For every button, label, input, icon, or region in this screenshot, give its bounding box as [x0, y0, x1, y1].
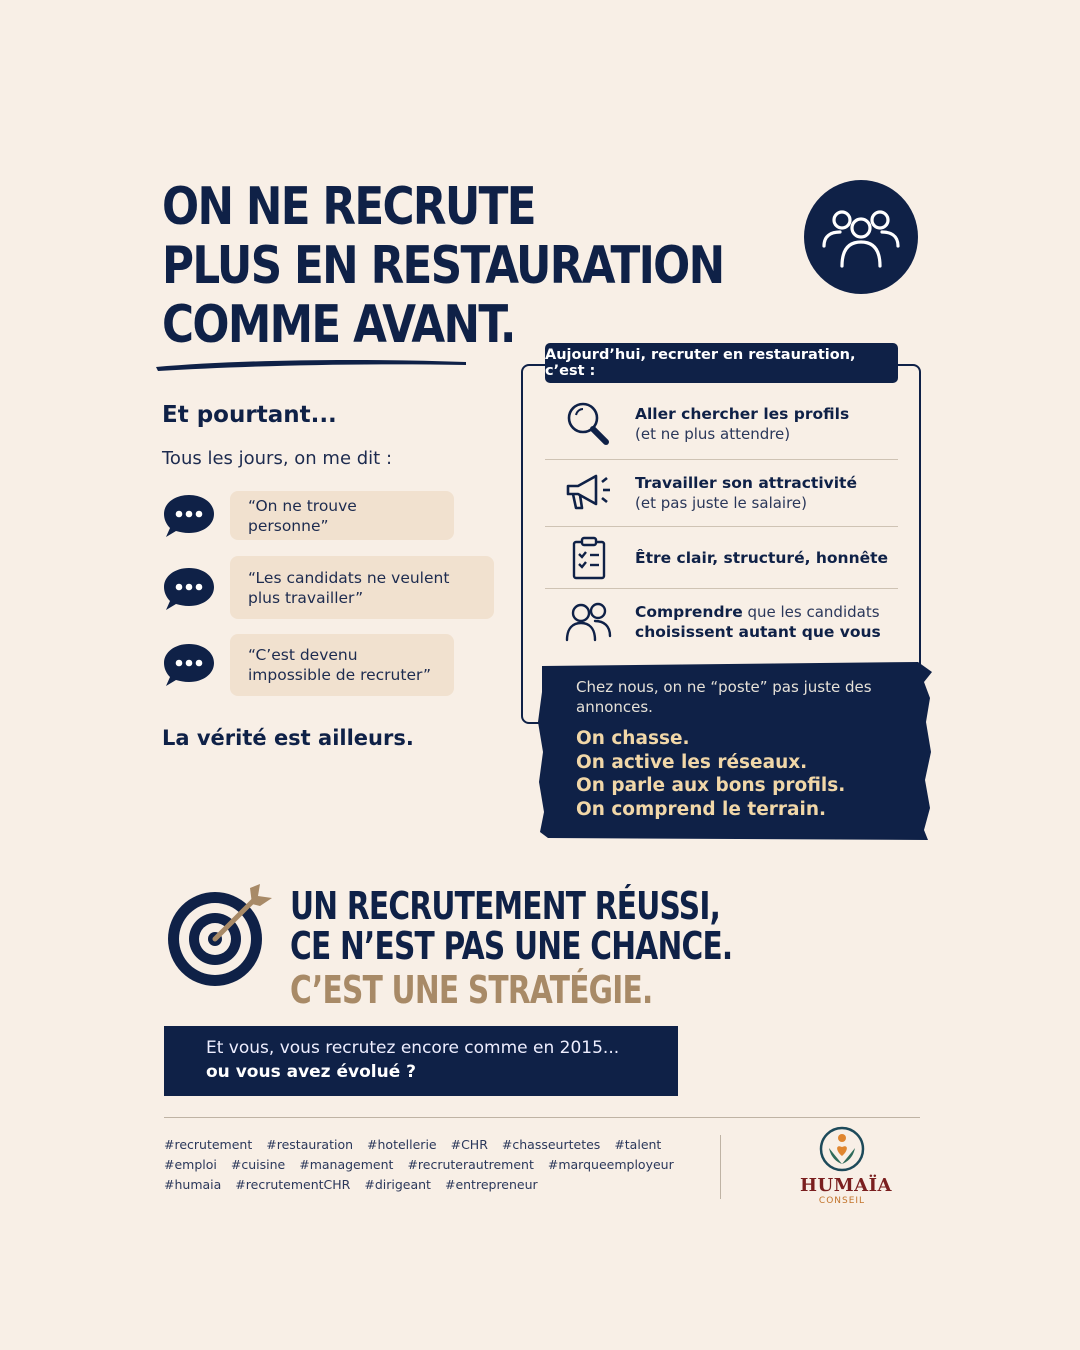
row-title: Aller chercher les profils — [635, 405, 850, 423]
title-line-1: ON NE RECRUTE — [162, 177, 535, 237]
speech-bubble-icon — [162, 566, 216, 612]
title-line-3: COMME AVANT. — [162, 295, 515, 355]
hashtag: #dirigeant — [364, 1177, 431, 1192]
row-title-bold: Comprendre — [635, 603, 743, 621]
panel-row — [635, 548, 888, 568]
divider — [164, 1117, 920, 1118]
logo-name: HUMAÏA — [800, 1175, 892, 1196]
verite-statement: La vérité est ailleurs. — [162, 726, 414, 750]
cta-box — [164, 1026, 678, 1096]
megaphone-icon — [564, 470, 614, 514]
group-icon — [804, 180, 918, 294]
row-title-rest: que les candidats — [742, 603, 880, 621]
hashtags — [164, 1135, 704, 1195]
row-title: Travailler son attractivité — [635, 474, 857, 492]
quote-text: “On ne trouve personne” — [248, 496, 357, 535]
page-title — [162, 178, 723, 355]
divider — [545, 459, 898, 460]
intro-heading: Et pourtant... — [162, 402, 337, 428]
hashtag: #hotellerie — [367, 1137, 437, 1152]
hashtag: #marqueemployeur — [547, 1157, 674, 1172]
speech-bubble-icon — [162, 642, 216, 688]
magnifier-icon — [564, 400, 612, 448]
cta-line-1: Et vous, vous recrutez encore comme en 2015... — [206, 1038, 620, 1058]
strategy-line-3: C’EST UNE STRATÉGIE. — [290, 968, 653, 1012]
hashtag: #recrutement — [164, 1137, 253, 1152]
dark-line: On parle aux bons profils. — [576, 775, 846, 796]
panel-row — [635, 602, 881, 642]
clipboard-icon — [570, 536, 610, 580]
logo-sub: CONSEIL — [818, 1196, 866, 1206]
hashtag: #cuisine — [230, 1157, 286, 1172]
dark-line: On comprend le terrain. — [576, 798, 827, 820]
row-sub: (et ne plus attendre) — [635, 425, 791, 443]
people-icon — [564, 600, 614, 644]
panel-row — [635, 473, 857, 513]
panel-header: Aujourd’hui, recruter en restauration, c’est : — [545, 343, 898, 383]
speech-bubble-icon — [162, 493, 216, 539]
hashtag-row — [164, 1175, 704, 1195]
hashtag: #talent — [614, 1137, 662, 1152]
dark-line: On chasse. — [576, 728, 690, 749]
hashtag: #humaia — [164, 1177, 222, 1192]
brush-underline — [154, 354, 470, 374]
hashtag: #CHR — [450, 1137, 488, 1152]
hashtag: #restauration — [266, 1137, 354, 1152]
dark-lead: Chez nous, on ne “poste” pas juste des annonces. — [576, 678, 872, 716]
row-sub: (et pas juste le salaire) — [635, 494, 808, 512]
vertical-divider — [720, 1135, 721, 1199]
row-title: Être clair, structuré, honnête — [635, 549, 889, 567]
row-sub-bold: choisissent autant que vous — [635, 623, 881, 641]
quote-text: “C’est devenu impossible de recruter” — [248, 646, 432, 684]
humaia-logo-icon — [819, 1126, 865, 1172]
quote-card — [230, 556, 494, 619]
hashtag: #chasseurtetes — [501, 1137, 601, 1152]
hashtag-row — [164, 1135, 704, 1155]
strategy-line-1: UN RECRUTEMENT RÉUSSI, — [290, 884, 721, 928]
dark-block-text — [576, 677, 876, 821]
divider — [545, 526, 898, 527]
hashtag: #management — [299, 1157, 394, 1172]
quote-card — [230, 634, 454, 696]
intro-subline: Tous les jours, on me dit : — [162, 448, 393, 469]
strategy-line-2: CE N’EST PAS UNE CHANCE. — [290, 924, 733, 968]
cta-line-2: ou vous avez évolué ? — [206, 1062, 417, 1082]
dark-line: On active les réseaux. — [576, 751, 808, 773]
title-line-2: PLUS EN RESTAURATION — [162, 236, 724, 296]
quote-text: “Les candidats ne veulent plus travailler” — [248, 568, 450, 607]
hashtag: #recrutementCHR — [235, 1177, 351, 1192]
hashtag: #recruterautrement — [407, 1157, 534, 1172]
divider — [545, 588, 898, 589]
quote-card — [230, 491, 454, 540]
hashtag-row — [164, 1155, 704, 1175]
target-icon — [164, 882, 274, 992]
hashtag: #emploi — [164, 1157, 217, 1172]
hashtag: #entrepreneur — [444, 1177, 538, 1192]
panel-row — [635, 404, 849, 444]
